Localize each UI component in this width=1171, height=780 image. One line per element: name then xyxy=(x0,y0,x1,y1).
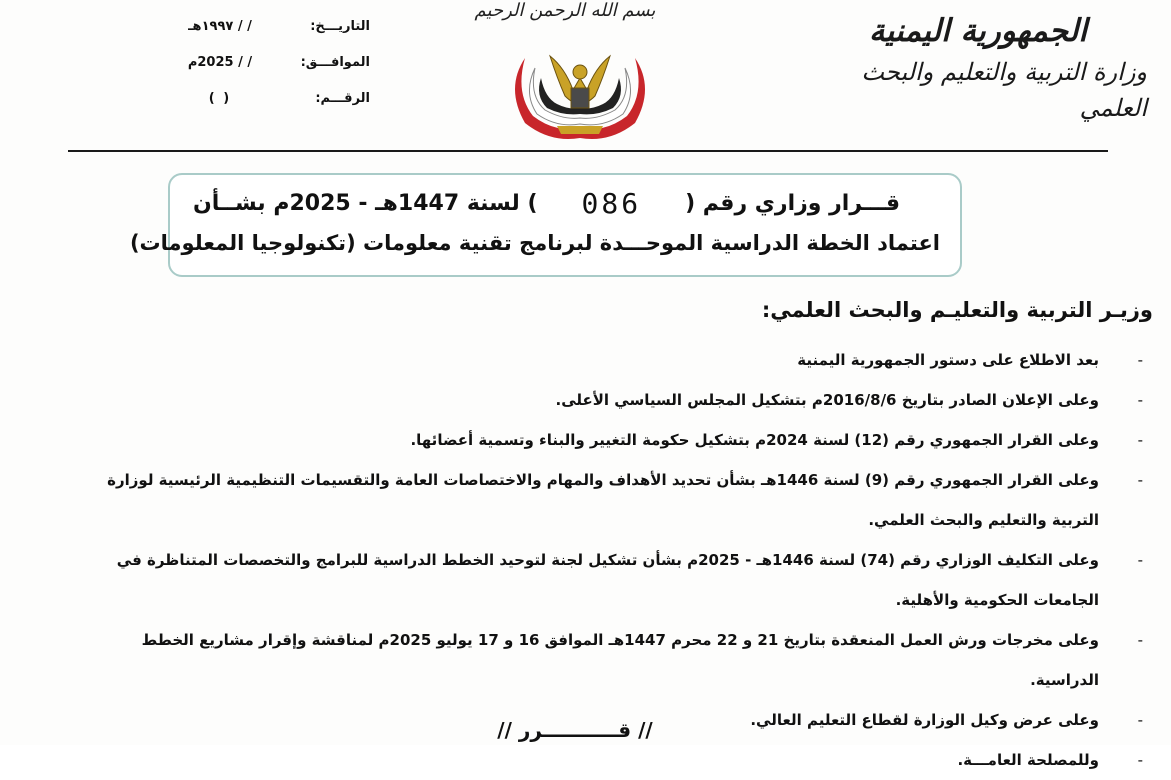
eagle-emblem-icon xyxy=(495,38,665,148)
clause-item: - وعلى الإعلان الصادر بتاريخ 2016/8/6م بتشكيل المجلس السياسي الأعلى. xyxy=(89,380,1099,420)
decision-suffix: ) لسنة 1447هـ - 2025م بشــأن xyxy=(192,191,538,216)
republic-title: الجمهورية اليمنية xyxy=(869,13,1087,49)
basmala: بسم الله الرحمن الرحيم xyxy=(474,0,656,21)
meta-label-hijri-date: التاريـــخ: xyxy=(310,18,370,34)
preamble-clauses xyxy=(89,340,1099,780)
meta-label-greg-date: الموافـــق: xyxy=(300,54,370,70)
clause-item: - وعلى مخرجات ورش العمل المنعقدة بتاريخ 21 و 22 محرم 1447هـ الموافق 16 و 17 يوليو 2025م لمناقشة وإقرار مشاريع الخطط الدراسية. xyxy=(89,620,1099,700)
ministry-title: وزارة التربية والتعليم والبحث العلمي xyxy=(861,58,1147,122)
meta-value-ref: ( ) xyxy=(208,90,232,106)
meta-value-hijri-date: / / ١٩٩٧هـ xyxy=(188,18,252,34)
clause-item: - وعلى القرار الجمهوري رقم (12) لسنة 2024م بتشكيل حكومة التغيير والبناء وتسمية أعضائها. xyxy=(89,420,1099,460)
clause-item: - وعلى عرض وكيل الوزارة لقطاع التعليم العالي. xyxy=(89,700,1099,740)
meta-value-greg-date: / / 2025م xyxy=(187,54,253,70)
meta-row-greg-date xyxy=(150,44,370,80)
clause-item: - بعد الاطلاع على دستور الجمهورية اليمنية xyxy=(89,340,1099,380)
meta-row-hijri-date xyxy=(150,8,370,44)
clause-item: - وعلى التكليف الوزاري رقم (74) لسنة 1446هـ - 2025م بشأن تشكيل لجنة لتوحيد الخطط الدراسية للبرامج والتخصصات المتناظرة في الجامعات الحكومية والأهلية. xyxy=(89,540,1099,620)
meta-row-ref xyxy=(150,80,370,116)
decision-title-box xyxy=(129,173,962,277)
clause-item: - وعلى القرار الجمهوري رقم (9) لسنة 1446هـ بشأن تحديد الأهداف والمهام والاختصاصات العامة والتقسيمات التنظيمية الرئيسية لوزارة التربية والتعليم والبحث العلمي. xyxy=(89,460,1099,540)
clause-item: - وللمصلحة العامـــة. xyxy=(89,740,1099,780)
decision-closing: // قـــــــــــرر // xyxy=(497,718,653,742)
decision-line-1 xyxy=(193,187,900,220)
decision-subject: اعتماد الخطة الدراسية الموحـــدة لبرنامج تقنية معلومات (تكنولوجيا المعلومات) xyxy=(129,231,940,255)
meta-label-ref: الرقـــم: xyxy=(315,90,370,106)
header-issuer xyxy=(817,8,1147,126)
minister-heading: وزيـر التربية والتعليـم والبحث العلمي: xyxy=(761,298,1153,322)
header-meta xyxy=(150,8,370,116)
decision-number: 086 xyxy=(581,187,642,220)
header-divider xyxy=(68,150,1108,152)
decision-prefix: قـــرار وزاري رقم ( xyxy=(685,191,900,216)
